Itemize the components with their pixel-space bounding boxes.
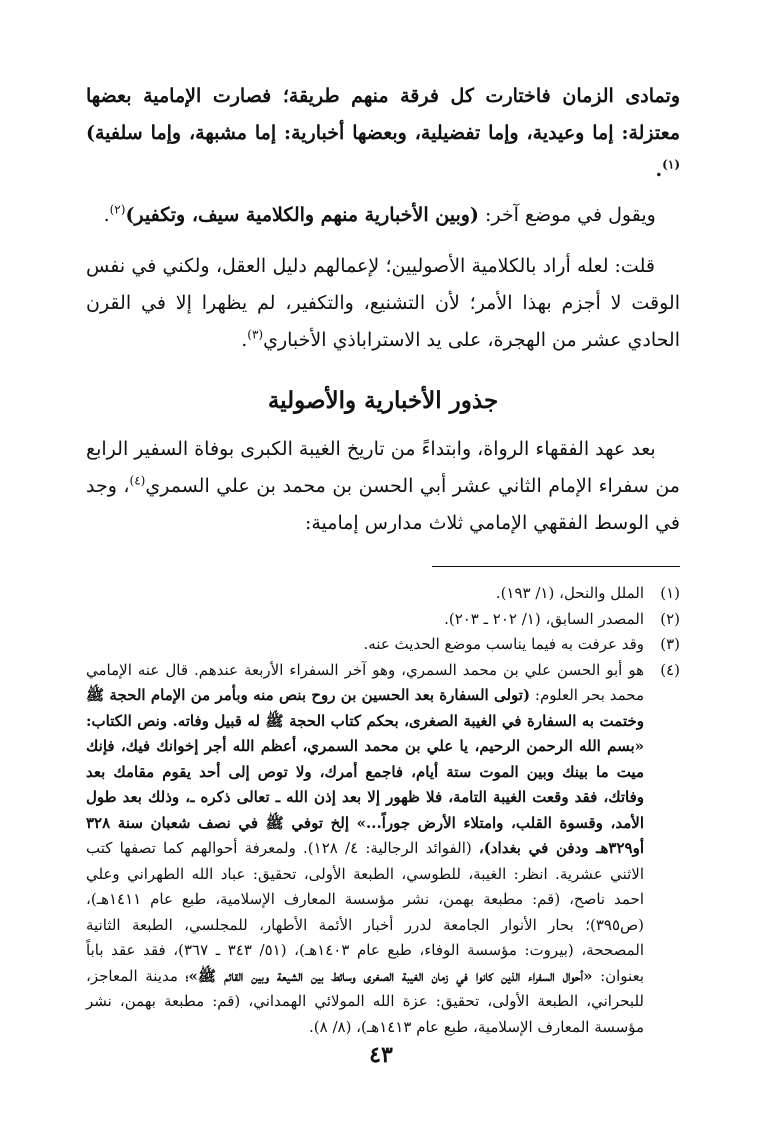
page-number: ٤٣ bbox=[369, 1042, 393, 1068]
footnote-text: المصدر السابق، (١/ ٢٠٢ ـ ٢٠٣). bbox=[444, 609, 644, 628]
paragraph-comment: قلت: لعله أراد بالكلامية الأصوليين؛ لإعمالهم دليل العقل، ولكني في نفس الوقت لا أجزم بهذا الأمر؛ لأن التشنيع، والتكفير، لم يظهرا إلا في القرن الحادي عشر من الهجرة، على يد الاستراباذي الأخباري$^{(٣)}$. bbox=[86, 255, 680, 351]
paragraph-quote-1: وتمادى الزمان فاختارت كل فرقة منهم طريقة؛ فصارت الإمامية بعضها معتزلة: إما وعيدية، وإما تفضيلية، وبعضها أخبارية: إما مشبهة، وإما سلفية)$^{(١)}$. bbox=[86, 85, 680, 181]
footnote-4 bbox=[86, 658, 680, 1041]
footnote-number: (٣) bbox=[660, 635, 680, 653]
footnote-quote-2: «أحوال السفراء الذين كانوا في زمان الغيبة الصغرى وسائط بين الشيعة وبين القائم ﷺ»؛ bbox=[185, 966, 593, 985]
footnote-text bbox=[86, 658, 644, 1041]
footnote-text: الملل والنحل، (١/ ١٩٣). bbox=[495, 584, 644, 602]
footnote-1 bbox=[86, 581, 680, 607]
footnote-2 bbox=[86, 607, 680, 633]
lead-text: ويقول في موضع آخر: bbox=[478, 204, 656, 226]
footnote-references: (الفوائد الرجالية: ٤/ ١٢٨). ولمعرفة أحوالهم كما تصفها كتب الاثني عشرية. انظر: الغيبة، للطوسي، الطبعة الأولى، تحقيق: عباد الله الطهراني وعلي احمد ناصح، (قم: مطبعة بهمن، نشر مؤسسة المعارف الإسلامية، طبع عام ١٤١١هـ)، (ص٣٩٥)؛ بحار الأنوار الجامعة لدرر أخبار الأئمة الأطهار، للمجلسي، الطبعة الثانية المصححة، (بيروت: مؤسسة الوفاء، طبع عام ١٤٠٣هـ)، (٥١/ ٣٤٣ ـ ٣٦٧)، فقد عقد باباً بعنوان: bbox=[86, 839, 644, 985]
footnote-text: وقد عرفت به فيما يناسب موضع الحديث عنه. bbox=[363, 635, 644, 653]
section-heading: جذور الأخبارية والأصولية bbox=[267, 387, 499, 414]
intro-tail: ، وجد في الوسط الفقهي الإمامي ثلاث مدارس إمامية: bbox=[86, 475, 680, 534]
paragraph-intro bbox=[86, 431, 680, 542]
comment-text: قلت: لعله أراد بالكلامية الأصوليين؛ لإعمالهم دليل العقل، ولكني في نفس الوقت لا أجزم بهذا الأمر؛ لأن التشنيع، والتكفير، لم يظهرا إلا في القرن الحادي عشر من الهجرة، على يد الاستراباذي الأخباري bbox=[86, 255, 680, 351]
paragraph-quote-2: ويقول في موضع آخر: (وبين الأخبارية منهم والكلامية سيف، وتكفير)$^{(٢)}$. bbox=[103, 202, 656, 226]
footnote-separator bbox=[432, 566, 680, 567]
footnote-quote: (تولى السفارة بعد الحسين بن روح بنص منه وبأمر من الإمام الحجة ﷺ وختمت به السفارة في الغيبة الصغرى، بحكم كتاب الحجة ﷺ له قبيل وفاته. ونص الكتاب: «بسم الله الرحمن الرحيم، يا علي بن محمد السمري، أعظم الله أجر إخوانك فيك، فإنك ميت ما بينك وبين الموت ستة أيام، فاجمع أمرك، ولا توص إلى أحد يقوم مقامك بعد وفاتك، فقد وقعت الغيبة التامة، فلا ظهور إلا بعد إذن الله ـ تعالى ذكره ـ، وذلك بعد طول الأمد، وقسوة القلب، وامتلاء الأرض جوراً...» إلخ توفي ﷺ في نصف شعبان سنة ٣٢٨ أو٣٢٩هـ ودفن في بغداد)، bbox=[86, 686, 644, 857]
footnote-3 bbox=[86, 632, 680, 658]
footnote-number: (٤) bbox=[660, 660, 680, 679]
footnote-ref-1[interactable]: (١) bbox=[662, 157, 680, 172]
quote-text: (وبين الأخبارية منهم والكلامية سيف، وتكفير) bbox=[125, 204, 479, 226]
quote-text: وتمادى الزمان فاختارت كل فرقة منهم طريقة؛ فصارت الإمامية بعضها معتزلة: إما وعيدية، وإما تفضيلية، وبعضها أخبارية: إما مشبهة، وإما سلفية) bbox=[86, 85, 680, 144]
footnote-ref-3[interactable]: (٣) bbox=[247, 327, 264, 342]
footnote-intro: هو أبو الحسن علي بن محمد السمري، وهو آخر السفراء الأربعة عندهم. قال عنه الإمامي محمد بحر العلوم: bbox=[86, 660, 644, 704]
footnote-number: (٢) bbox=[660, 609, 680, 628]
intro-text: بعد عهد الفقهاء الرواة، وابتداءً من تاريخ الغيبة الكبرى بوفاة السفير الرابع من سفراء الإمام الثاني عشر أبي الحسن بن محمد بن علي السمري bbox=[86, 438, 680, 497]
footnote-ref-4[interactable]: (٤) bbox=[129, 473, 146, 488]
footnote-references-2: مدينة المعاجز، للبحراني، الطبعة الأولى، تحقيق: عزة الله المولائي الهمداني، (قم: مطبعة بهمن، نشر مؤسسة المعارف الإسلامية، طبع عام ١٤١٣هـ)، (٨/ ٨). bbox=[86, 966, 644, 1036]
footnote-ref-2[interactable]: (٢) bbox=[109, 202, 126, 217]
footnote-number: (١) bbox=[660, 584, 680, 602]
